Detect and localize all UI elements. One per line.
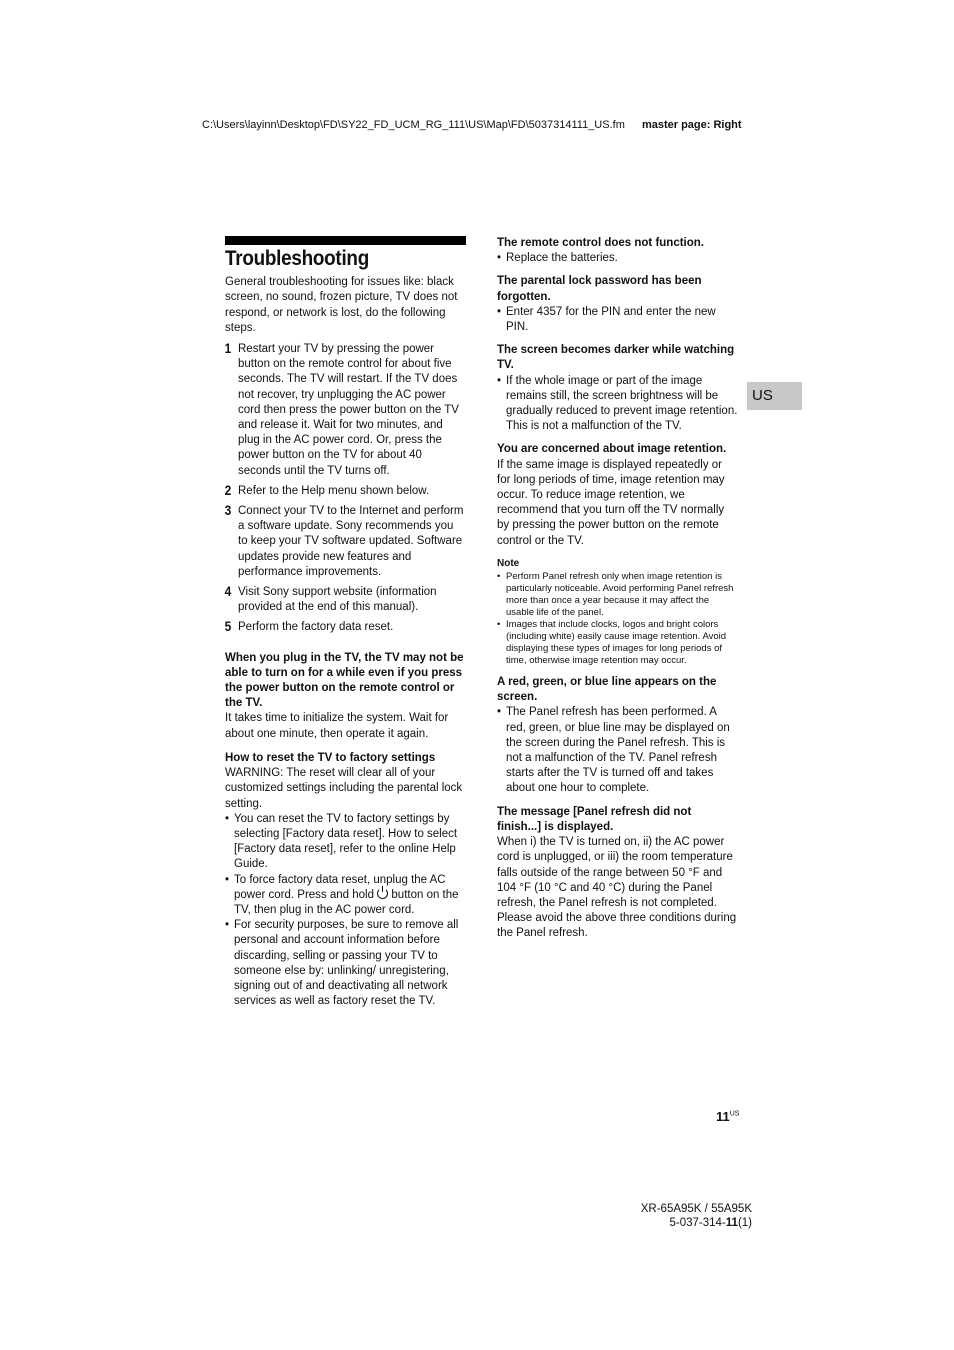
section-text: If the same image is displayed repeatedly or for long periods of time, image retention may occur. To reduce image retention, we recommend that you turn off the TV normally by pressing the power button on the remote control or the TV.	[497, 458, 725, 547]
model-number: XR-65A95K / 55A95K	[640, 1203, 752, 1215]
section-text: It takes time to initialize the system. Wait for about one minute, then operate it again.	[225, 712, 449, 740]
step-item: 2 Refer to the Help menu shown below.	[224, 481, 430, 498]
section-heading: When you plug in the TV, the TV may not be able to turn on for a while even if you press the power button on the remote control or the TV.	[225, 651, 464, 710]
bullet-item: • To force factory data reset, unplug the AC power cord. Press and hold button on the TV, then plug in the AC power cord.	[225, 873, 466, 919]
left-column	[225, 236, 466, 1009]
section-heading: You are concerned about image retention.	[497, 443, 727, 456]
bullet-item: • The Panel refresh has been performed. A red, green, or blue line may be displayed on the screen during the Panel refresh. This is not a malfunction of the TV. Panel refresh starts after the TV is turned off and takes about one hour to complete.	[497, 705, 738, 796]
page-number: $11^{US}$	[716, 1109, 740, 1124]
master-page-label: master page: Right	[641, 119, 742, 131]
step-item: 1 Restart your TV by pressing the power button on the remote control for about five seconds. The TV will restart. If the TV does not recover, try unplugging the AC power cord then press the power button on the TV and release it. Wait for two minutes, and plug in the AC power cord. Or, press the power button on the TV for about 40 seconds until the TV turns off.	[224, 340, 459, 477]
section-heading: The message [Panel refresh did not finish...] is displayed.	[497, 805, 692, 833]
bullet-item: • Enter 4357 for the PIN and enter the new PIN.	[497, 305, 738, 335]
document-code: 5-037-314-11(1)	[669, 1217, 752, 1229]
bullet-item: • Replace the batteries.	[497, 251, 738, 266]
note-item: • Perform Panel refresh only when image retention is particularly noticeable. Avoid performing Panel refresh more than once a year because it may affect the usable life of the panel.	[497, 571, 738, 619]
note-label: Note	[497, 557, 520, 569]
section-heading: The screen becomes darker while watching TV.	[497, 344, 735, 372]
note-item: • Images that include clocks, logos and bright colors (including white) easily cause image retention. Avoid displaying these types of images for long periods of time, otherwise image retention may occur.	[497, 619, 738, 667]
bullet-item: • You can reset the TV to factory settings by selecting [Factory data reset]. How to select [Factory data reset], refer to the online Help Guide.	[225, 812, 466, 873]
warning-text: WARNING: The reset will clear all of your customized settings including the parental lock setting.	[225, 767, 463, 810]
section-heading: The remote control does not function.	[497, 237, 704, 249]
file-path: C:\Users\layinn\Desktop\FD\SY22_FD_UCM_RG_111\US\Map\FD\5037314111_US.fm	[202, 119, 625, 131]
language-tab: US	[747, 382, 802, 410]
intro-text: General troubleshooting for issues like: black screen, no sound, frozen picture, TV does not respond, or network is lost, do the following steps.	[225, 276, 458, 334]
section-heading: How to reset the TV to factory settings	[225, 751, 436, 764]
step-item: 5 Perform the factory data reset.	[224, 618, 394, 635]
bullet-item: • If the whole image or part of the image remains still, the screen brightness will be gradually reduced to prevent image retention. This is not a malfunction of the TV.	[497, 374, 738, 435]
section-heading: A red, green, or blue line appears on the screen.	[497, 676, 717, 704]
power-icon	[377, 888, 388, 899]
title-bar	[225, 236, 466, 245]
bullet-item: • For security purposes, be sure to remove all personal and account information before discarding, selling or passing your TV to someone else by: unlinking/ unregistering, signing out of and deactivating all network services as well as factory reset the TV.	[225, 918, 466, 1009]
step-item: 3 Connect your TV to the Internet and perform a software update. Sony recommends you to keep your TV software updated. Software updates provide new features and performance improvements.	[224, 502, 464, 578]
step-item: 4 Visit Sony support website (information provided at the end of this manual).	[224, 583, 437, 614]
footer-model-info	[641, 1202, 752, 1230]
page-title: Troubleshooting	[225, 247, 369, 270]
section-text: When i) the TV is turned on, ii) the AC power cord is unplugged, or iii) the room temperature falls outside of the range between 50 °F and 104 °F (10 °C and 40 °C) during the Panel refresh, the Panel refresh is not completed. Please avoid the above three conditions during the Panel refresh.	[497, 836, 737, 940]
right-column	[497, 236, 738, 942]
file-path-header	[202, 119, 742, 131]
section-heading: The parental lock password has been forgotten.	[497, 275, 702, 303]
